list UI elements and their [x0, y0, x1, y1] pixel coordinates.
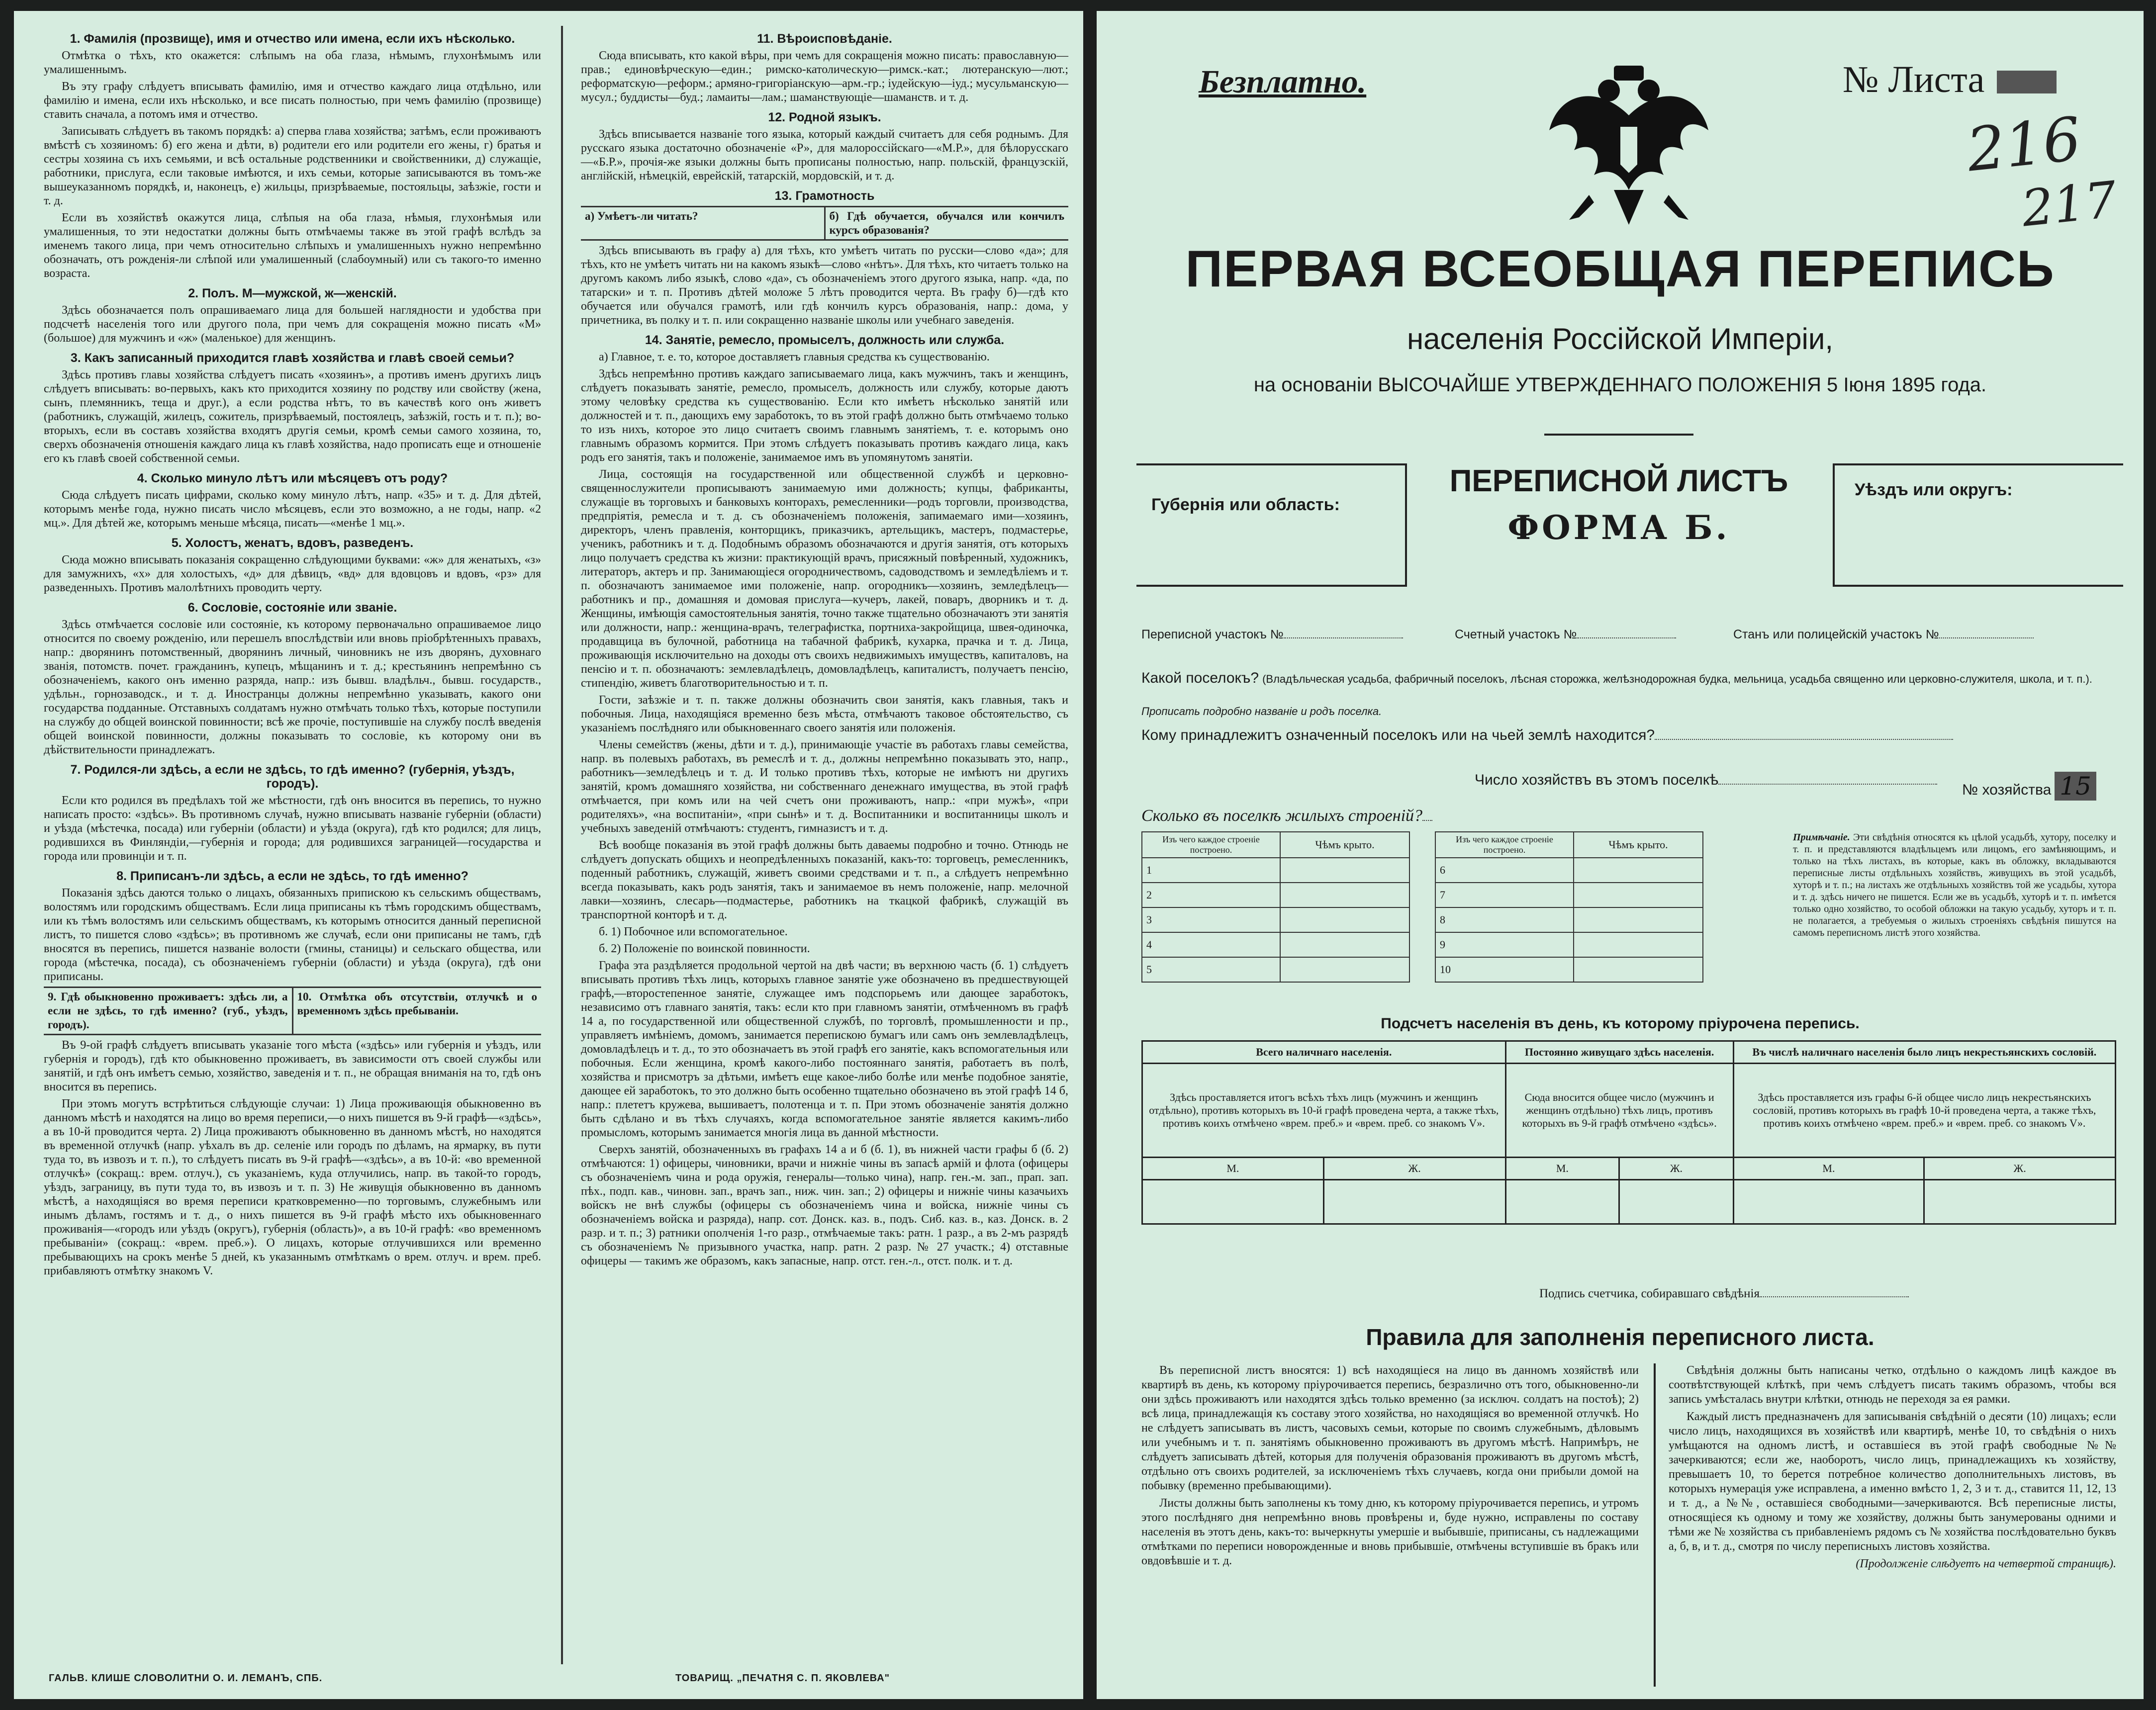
buildings-row: 9	[1435, 932, 1574, 957]
signature-field[interactable]	[1539, 1286, 1909, 1301]
province-box	[1136, 463, 1407, 587]
rules-right-column	[1669, 1363, 2116, 1574]
census-title: ПЕРВАЯ ВСЕОБЩАЯ ПЕРЕПИСЬ	[1185, 240, 2055, 298]
instruction-heading: 5. Холостъ, женатъ, вдовъ, разведенъ.	[171, 536, 414, 550]
buildings-row: 10	[1435, 957, 1574, 982]
instruction-heading: 11. Вѣроисповѣданіе.	[757, 32, 892, 46]
rules-divider	[1654, 1363, 1656, 1687]
split-heading-right: 10. Отмѣтка объ отсутствіи, отлучкѣ и о временномъ здѣсь пребываніи.	[292, 988, 542, 1034]
count-total-male-label: М.	[1142, 1158, 1324, 1180]
split-heading-left: а) Умѣетъ-ли читать?	[585, 210, 698, 222]
form-header-box	[1136, 463, 2121, 598]
count-title: Подсчетъ населенія въ день, къ которому пріурочена перепись.	[1381, 1015, 1860, 1032]
census-subtitle: населенія Россійской Имперіи,	[1406, 322, 1834, 356]
count-non-peasant-female-value[interactable]	[1924, 1180, 2116, 1224]
buildings-note	[1793, 831, 2116, 939]
instruction-paragraph: б. 1) Побочное или вспомогательное.	[599, 925, 788, 938]
instruction-paragraph: Сюда можно вписывать показанія сокращенно слѣдующими буквами: «ж» для женатыхъ, «з» для замужнихъ, «х» для холостыхъ, «д» для дѣвицъ, «вд» для вдовцовъ и вдовъ, «рз» для разведенныхъ. Противъ малолѣтнихъ проводить черту.	[44, 553, 541, 594]
instruction-paragraph: Записывать слѣдуетъ въ такомъ порядкѣ: а) сперва глава хозяйства; затѣмъ, если проживаютъ вмѣстѣ съ хозяиномъ: б) его жена и дѣти, в) родители его или родители его жены, г) братья и сестры хозяина съ ихъ семьями, и всѣ остальные родственники и свойственники, д) служащіе, работники, прислуга, если таковые имѣются, и ихъ семьи, которые записываются въ томъ-же вышеуказанномъ порядкѣ, и, наконецъ, е) жильцы, призрѣваемые, постояльцы, заѣзжіе, гости и т. д.	[44, 125, 541, 207]
count-total-male-value[interactable]	[1142, 1180, 1324, 1224]
instruction-paragraph: Сюда слѣдуетъ писать цифрами, сколько кому минуло лѣтъ, напр. «35» и т. д. Для дѣтей, которымъ менѣе года, нужно писать число мѣсяцевъ, если это возможно, а не годы, напр. «2 мц.». Для дѣтей же, которымъ меньше мѣсяца, писать—«менѣе 1 мц.».	[44, 489, 541, 530]
imperial-eagle-emblem	[1539, 56, 1718, 235]
count-permanent-female-value[interactable]	[1619, 1180, 1733, 1224]
split-heading	[581, 206, 1068, 241]
count-permanent-male-value[interactable]	[1505, 1180, 1619, 1224]
buildings-roof-header: Чѣмъ крыто.	[1574, 832, 1703, 858]
buildings-field[interactable]	[1141, 807, 1432, 825]
buildings-note-text: Эти свѣдѣнія относятся къ цѣлой усадьбѣ, хутору, поселку и т. п. и представляются владѣльцемъ или лицомъ, его замѣняющимъ, и только на тѣхъ листахъ, въ которые, какъ въ обложку, вкладываются переписные листы отдѣльныхъ хозяйствъ, живущихъ въ этой усадьбѣ, хуторѣ и т. п.; на листахъ же отдѣльныхъ хозяйствъ той же усадьбы, хутора и т. д. здѣсь ничего не пишется. Если же въ усадьбѣ, хуторѣ и т. п. имѣется только одно хозяйство, то особой обложки на такую усадьбу, хуторъ и т. п. не полагается, а требуемыя о жилыхъ строеніяхъ свѣдѣнія пишутся на самомъ переписномъ листѣ этого хозяйства.	[1793, 832, 2117, 938]
instruction-paragraph: Члены семействъ (жены, дѣти и т. д.), принимающіе участіе въ работахъ главы семейства, напр. въ полевыхъ работахъ, въ ремеслѣ и т. д., должны непремѣнно показывать это, напр., работникъ—земледѣлецъ и т. д. И только противъ тѣхъ, которые не имѣютъ ни другихъ занятій, кромъ домашняго хозяйства, ни собственнаго денежнаго имущества, въ этой графѣ отмѣчается, при комъ или на чей счетъ они проживаютъ, напр.: «при мужѣ», «при родителяхъ», «на воспитаніи», «при сынѣ» и т. д. Воспитанники и воспитанницы школъ и учебныхъ заведеній отмѣчаютъ: студентъ, гимназистъ и т. д.	[581, 738, 1068, 835]
buildings-row: 8	[1435, 907, 1574, 932]
buildings-table-left	[1141, 831, 1410, 983]
rule-paragraph: Въ переписной листъ вносятся: 1) всѣ находящіеся на лицо въ данномъ хозяйствѣ или квартирѣ въ день, къ которому пріурочивается перепись, безразлично отъ того, обыкновенно-ли они здѣсь проживаютъ или находятся здѣсь только временно (за исключ. солдатъ на постоѣ); 2) всѣ лица, принадлежащія къ составу этого хозяйства, но находящіяся во временной отлучкѣ. Но не слѣдуетъ записывать въ листъ, часовыхъ семьи, которые по своимъ служебнымъ, дѣловымъ или учебнымъ и т. п. занятіямъ обыкновенно проживаютъ въ другомъ мѣстѣ. Напримѣръ, не слѣдуетъ записывать дѣтей, которыя для полученія образованія проживаютъ въ другомъ мѣстѣ, отдѣльно отъ своихъ родителей, за исключеніемъ тѣхъ случаевъ, когда они прибыли домой на побывку (временно пребывающими).	[1141, 1364, 1639, 1492]
owner-field[interactable]	[1141, 727, 2116, 744]
instruction-heading: 8. Приписанъ-ли здѣсь, а если не здѣсь, то гдѣ именно?	[116, 869, 469, 883]
rules-title: Правила для заполненія переписного листа.	[1366, 1324, 1875, 1350]
instruction-paragraph: Здѣсь противъ главы хозяйства слѣдуетъ писать «хозяинъ», а противъ именъ другихъ лицъ слѣдуетъ вписывать: во-первыхъ, какъ кто приходится хозяину по родству или свойству (жена, сынъ, племянникъ, теща и друг.), а если родства нѣтъ, то въ качествѣ кого онъ живетъ (работникъ, служащій, жилецъ, сожитель, призрѣваемый, постоялецъ, заѣзжій, гость и т. п.); во-вторыхъ, если въ составъ хозяйства входятъ другія семьи, кромѣ семьи самого хозяина, то, сверхъ обозначенія отношенія каждаго лица къ главѣ хозяйства, надо прописать еще и отношеніе его къ главѣ своей собственной семьи.	[44, 368, 541, 465]
buildings-row: 3	[1142, 907, 1280, 932]
instruction-paragraph: Показанія здѣсь даются только о лицахъ, обязанныхъ припискою къ сельскимъ обществамъ, волостямъ или городскимъ обществамъ. Если лица приписаны къ тѣмъ городскимъ обществамъ, или къ тѣмъ волостямъ или сельскимъ обществамъ, къ которымъ относится данный переписной листъ, то пишется слово «здѣсь»; въ противномъ же случаѣ, если они приписаны не тамъ, гдѣ вносятся въ перепись, пишется названіе волости (гмины, станицы) и сельскаго общества, или города (мѣстечка, посада), съ обозначеніемъ губерніи (области) и уѣзда (округа), гдѣ они приписаны.	[44, 887, 541, 983]
sheet-number-label: № Листа	[1843, 59, 1985, 100]
police-district-field[interactable]	[1733, 628, 2034, 642]
buildings-row: 2	[1142, 883, 1280, 907]
buildings-row: 1	[1142, 858, 1280, 883]
population-count-table	[1141, 1040, 2116, 1225]
instruction-paragraph: Всѣ вообще показанія въ этой графѣ должны быть даваемы подробно и точно. Отнюдь не слѣдуетъ допускать общихъ и неопредѣленныхъ показаній, какъ-то: торговецъ, ремесленникъ, поденный работникъ, служащій, живетъ своими средствами и т. п., а слѣдуетъ непремѣнно всегда показывать, какъ родъ занятія, такъ и занимаемое въ немъ положеніе, напр. мелочной лавки—хозяинъ, слесарь—подмастерье, работникъ на ткацкой фабрикѣ, служащій въ транспортной конторѣ и т. д.	[581, 839, 1068, 921]
province-label: Губернія или область:	[1151, 495, 1340, 514]
instruction-paragraph: Здѣсь вписывается названіе того языка, который каждый считаетъ для себя роднымъ. Для русскаго языка достаточно обозначеніе «Р», для малороссійскаго—«М.Р.», для бѣлорусскаго—«Б.Р.», прочія-же языки должны быть прописаны полностью, напр. польскій, французскій, англійскій, нѣмецкій, еврейскій, татарскій, мордовскій, и т. д.	[581, 128, 1068, 182]
buildings-label: Сколько въ поселкѣ жилыхъ строеній?	[1141, 807, 1423, 825]
census-area-label: Переписной участокъ №	[1141, 628, 1284, 641]
instruction-heading: 1. Фамилія (прозвище), имя и отчество или имена, если ихъ нѣсколько.	[70, 32, 515, 46]
instruction-heading: 4. Сколько минуло лѣтъ или мѣсяцевъ отъ роду?	[137, 471, 448, 485]
buildings-table-right	[1435, 831, 1703, 983]
free-label: Безплатно.	[1199, 64, 1367, 100]
split-heading-right: б) Гдѣ обучается, обучался или кончилъ курсъ образованія?	[824, 207, 1069, 239]
buildings-material-header: Изъ чего каждое строеніе построено.	[1142, 832, 1280, 858]
count-total-female-value[interactable]	[1323, 1180, 1505, 1224]
handwritten-sheet-number: 216	[1964, 104, 2084, 185]
instruction-paragraph: Здѣсь непремѣнно противъ каждаго записываемаго лица, какъ мужчинъ, такъ и женщинъ, слѣдуетъ показывать занятіе, ремесло, промыселъ, должность или службу, которые даютъ этому человѣку средства къ существованію. Если кто имѣетъ нѣсколько занятій или должностей и т. п., дающихъ ему заработокъ, то въ этой графѣ должно быть отмѣчаемо только то изъ нихъ, которое это лицо считаетъ своимъ главнымъ занятіемъ, т. е. которымъ оно главнымъ образомъ кормится. При этомъ слѣдуетъ показывать противъ каждаго лица, какъ родъ его занятія, такъ и положеніе, занимаемое имъ въ упомянутомъ занятіи.	[581, 367, 1068, 464]
instruction-paragraph: Отмѣтка о тѣхъ, кто окажется: слѣпымъ на оба глаза, нѣмымъ, глухонѣмымъ или умалишеннымъ.	[44, 49, 541, 76]
instruction-heading: 12. Родной языкъ.	[768, 110, 881, 124]
district-box	[1833, 463, 2123, 587]
instruction-heading: 6. Сословіе, состояніе или званіе.	[187, 601, 397, 615]
buildings-roof-header: Чѣмъ крыто.	[1280, 832, 1409, 858]
split-heading-left: 9. Гдѣ обыкновенно проживаетъ: здѣсь ли, а если не здѣсь, то гдѣ именно? (губ., уѣздъ, городъ).	[48, 990, 288, 1031]
left-page	[14, 11, 1083, 1699]
instruction-paragraph: Здѣсь отмѣчается сословіе или состояніе, къ которому первоначально опрашиваемое лицо относится по своему рожденію, или перешелъ впослѣдствіи или вновь пріобрѣтенныхъ правахъ, напр.: дворянинъ потомственный, дворянинъ личный, чиновникъ не изъ дворянъ, духовнаго званія, потомств. почет. гражданинъ, купецъ, мѣщанинъ и т. д.; крестьянинъ непремѣнно съ обозначеніемъ, какого онъ именно разряда, напр.: изъ бывш. владѣльч., бывш. государств., удѣльн., горнозаводск., и т. д. Иностранцы должны непремѣнно указывать, какого они государства подданные. Отставныхъ солдатамъ нужно отмѣчать только тѣхъ, которые поступили на службу до общей воинской повинности; всѣ же прочіе, поступившіе на службу послѣ введенія общей воинской повинности, должны показывать то сословіе, къ которому они въ дѣйствительности принадлежатъ.	[44, 618, 541, 756]
household-number-label: № хозяйства	[1962, 782, 2052, 798]
buildings-row: 4	[1142, 932, 1280, 957]
continued-note: (Продолженіе слѣдуетъ на четвертой страницѣ).	[1856, 1557, 2116, 1570]
settlement-hint: (Владѣльческая усадьба, фабричный поселокъ, лѣсная сторожка, желѣзнодорожная будка, мельница, усадьба священно или церковно-служителя, школа, и т. п.).	[1262, 673, 2092, 685]
count-header-total: Всего наличнаго населенія.	[1142, 1041, 1506, 1064]
instruction-paragraph: Лица, состоящія на государственной или общественной службѣ и церковно-священнослужители прописываютъ занимаемую ими должность; купцы, фабриканты, служащіе въ торговыхъ и банковыхъ конторахъ, ремесленники—родъ торговли, производства, предпріятія, ремесла и т. д. съ обозначеніемъ положенія, запимаемаго ими—хозяинъ, директоръ, членъ правленія, конторщикъ, приказчикъ, артельщикъ, мастеръ, подмастерье, ученикъ, работникъ и т. д. Подобнымъ образомъ обозначаются и другія занятія, отъ которыхъ лицо получаетъ средства къ жизни: практикующій врачъ, присяжный повѣренный, художникъ, литераторъ, актеръ и пр. Занимающіеся огородничествомъ, садоводствомъ и земледѣліемъ и т. п. обозначаютъ занимаемое ими положеніе, напр. огородникъ—хозяинъ, земледѣлецъ—работникъ и пр., домашняя и домовая прислуга—кучеръ, лакей, поваръ, дворникъ и т. д. Женщины, имѣющія самостоятельныя занятія, точно также тщательно обозначаютъ эти занятія или должности, напр.: женщина-врачъ, телеграфистка, портниха-закройщица, швея-одиночка, продавщица въ булочной, работница на табачной фабрикѣ, кухарка, прачка и т. д. Лица, проживающія исключительно на доходы отъ своихъ недвижимыхъ имуществъ, капиталовъ, на пенсію и т. п. обозначаютъ: землевладѣлецъ, домовладѣлецъ, капиталистъ, получаетъ пенсію, стипендію, живетъ благотворительностью и т. п.	[581, 468, 1068, 690]
buildings-row: 7	[1435, 883, 1574, 907]
count-non-peasant-male-value[interactable]	[1733, 1180, 1924, 1224]
title-divider	[1544, 434, 1693, 436]
rule-paragraph: Листы должны быть заполнены къ тому дню, къ которому пріурочивается перепись, и утромъ этого послѣдняго дня непремѣнно вновь провѣрены и, буде нужно, исправлены по составу населенія въ этотъ день, какъ-то: вычеркнуты умершіе и выбывшіе, приписаны, съ надлежащими отмѣтками по переписи новорожденные и вновь прибывшіе, отмѣчены вступившіе въ бракъ или овдовѣвшіе и т. д.	[1141, 1497, 1639, 1567]
instruction-paragraph: При этомъ могутъ встрѣтиться слѣдующіе случаи: 1) Лица проживающія обыкновенно въ данномъ мѣстѣ и находятся на лицо во время переписи,—о нихъ пишется въ 9-й графѣ—«здѣсь», а въ 10-й проводится черта. 2) Лица проживаютъ обыкновенно въ данномъ мѣстѣ, но находятся въ временной отлучкѣ (напр. уѣхалъ въ др. селеніе или городъ по дѣламъ, на ярмарку, въ пути туда то, въ извозъ и т. п.), то слѣдуетъ писать въ 9-й графѣ—«здѣсь», а въ 10-й: «во временной отлучкѣ» (сокращ.: врем. отлуч.), съ указаніемъ, куда отлучились, напр. въ такой-то городъ, уѣздъ, заграницу, въ пути туда то, въ извозъ и т. п. 3) Не живущія обыкновенно въ данномъ мѣстѣ, а находящіяся во время переписи кратковременно—по торговымъ, служебнымъ или инымъ дѣламъ, гостямъ и т. д., о нихъ пишется въ 9-й графѣ мѣсто ихъ обыкновеннаго проживанія—«городъ или уѣздъ (округъ), губернія (область)», а въ 10-й графѣ: «во временномъ пребываніи» (сокращ.: «врем. преб.»). О лицахъ, которые отлучившихся или временно пребывающихъ на срокъ менѣе 5 дней, къ указаннымъ отмѣткамъ о врем. отлуч. и врем. преб. прибавляютъ отмѣтку знакомъ V.	[44, 1097, 541, 1277]
police-district-label: Станъ или полицейскій участокъ №	[1733, 628, 1939, 641]
instructions-column-1	[44, 26, 541, 1281]
count-permanent-male-label: М.	[1505, 1158, 1619, 1180]
instruction-paragraph: Графа эта раздѣляется продольной чертой на двѣ части; въ верхнюю часть (б. 1) слѣдуетъ вписывать противъ тѣхъ лицъ, которыхъ главное занятіе уже обозначено въ предшествующей графѣ,—второстепенное занятіе, служащее имъ подспорьемъ или дающее заработокъ, независимо отъ главнаго занятія, такъ: если кто при главномъ занятіи, отмѣченномъ въ графѣ 14 а, по государственной или общественной службѣ, по торговлѣ, промышленности и пр., управляетъ имѣніемъ, домомъ, занимается перепискою бумагъ или самъ онъ землевладѣлецъ, домовладѣлецъ и т. д., то это обозначаетъ въ этой графѣ его занятіе, какъ вспомогательныя или побочныя. Если женщина, кромѣ какого-либо постояннаго занятія, работаетъ въ полѣ, хозяйства и присмотръ за дѣтьми, имѣетъ еще какое-либо болѣе или менѣе подобное занятіе, дающее ей заработокъ, то это должно быть особенно тщательно обозначено въ этой графѣ 14 б, напр.: плететъ кружева, вышиваетъ, полотенца и т. п. При этомъ обозначеніе занятія должно быть сдѣлано и въ тѣхъ случаяхъ, когда вспомогательное занятіе является какимъ-либо промысломъ, которымъ занимается многія лица въ данной мѣстности.	[581, 959, 1068, 1139]
count-non-peasant-male-label: М.	[1733, 1158, 1924, 1180]
instruction-heading: 3. Какъ записанный приходится главѣ хозяйства и главѣ своей семьи?	[70, 351, 515, 365]
count-desc-total: Здѣсь проставляется итогъ всѣхъ тѣхъ лицъ (мужчинъ и женщинъ отдѣльно), противъ которыхъ въ 10-й графѣ проведена черта, а также тѣхъ, противъ коихъ отмѣчено «врем. преб.» и «врем. преб. со знакомъ V».	[1142, 1064, 1506, 1158]
instruction-paragraph: Сюда вписывать, кто какой вѣры, при чемъ для сокращенія можно писать: православную—прав.; единовѣрческую—един.; римско-католическую—римск.-кат.; лютеранскую—лют.; реформатскую—реформ.; армяно-григоріанскую—арм.-гр.; іудейскую—іуд.; мусульманскую—мусул.; буддисты—буд.; ламаиты—лам.; шаманствующіе—шаманств. и т. д.	[581, 49, 1068, 104]
instruction-paragraph: Здѣсь вписывають въ графу а) для тѣхъ, кто умѣетъ читать по русски—слово «да»; для тѣхъ, кто не умѣетъ читать ни на какомъ языкѣ—слово «нѣтъ». Для тѣхъ, кто читаетъ только на другомъ какомъ либо языкѣ, слово «да», съ обозначеніемъ этого другого языка, напр. «да, по татарски» и т. п. Противъ дѣтей моложе 5 лѣтъ проводится черта. Въ графу б)—гдѣ кто обучается или обучался грамотѣ, или гдѣ кончилъ курсъ образованія, напр.: дома, у причетника, въ полку и т. п. или сокращенно названіе школы или учебнаго заведенія.	[581, 244, 1068, 327]
instruction-heading: 7. Родился-ли здѣсь, а если не здѣсь, то гдѣ именно? (губернія, уѣздъ, городъ).	[70, 763, 515, 791]
instruction-paragraph: Въ эту графу слѣдуетъ вписывать фамилію, имя и отчество каждаго лица отдѣльно, или фамилію и имена, если ихъ нѣсколько, и все писать полностью, при чемъ фамилію (прозвище) ставить сначала, а потомъ имя и отчество.	[44, 80, 541, 121]
split-heading	[44, 987, 541, 1035]
count-total-female-label: Ж.	[1323, 1158, 1505, 1180]
count-header-non-peasant: Въ числѣ наличнаго населенія было лицъ некрестьянскихъ сословій.	[1733, 1041, 2115, 1064]
households-field[interactable]	[1475, 772, 1937, 789]
printer-footer-right: ТОВАРИЩ. „ПЕЧАТНЯ С. П. ЯКОВЛЕВА"	[675, 1673, 890, 1684]
settlement-label: Какой поселокъ?	[1141, 670, 1259, 686]
count-non-peasant-female-label: Ж.	[1924, 1158, 2116, 1180]
buildings-row: 5	[1142, 957, 1280, 982]
instruction-paragraph: а) Главное, т. е. то, которое доставляетъ главныя средства къ существованію.	[599, 351, 990, 363]
district-label: Уѣздъ или округъ:	[1855, 480, 2013, 499]
count-desc-non-peasant: Здѣсь проставляется изъ графы 6-й общее число лицъ некрестьянскихъ сословій, противъ которыхъ въ графѣ 10-й проведена черта, а также тѣхъ, противъ коихъ отмѣчено «врем. преб.» и «врем. преб. со знакомъ V».	[1733, 1064, 2115, 1158]
owner-label: Кому принадлежитъ означенный поселокъ или на чьей землѣ находится?	[1141, 727, 1655, 743]
column-divider	[561, 26, 563, 1664]
handwritten-sheet-number-corrected: 217	[2019, 170, 2120, 238]
signature-label: Подпись счетчика, собиравшаго свѣдѣнія	[1539, 1287, 1760, 1300]
households-label: Число хозяйствъ въ этомъ поселкѣ	[1475, 772, 1719, 788]
count-desc-permanent: Сюда вносится общее число (мужчинъ и женщинъ отдѣльно) тѣхъ лицъ, противъ которыхъ въ 9-й графѣ отмѣчено «здѣсь».	[1505, 1064, 1733, 1158]
settlement-field[interactable]	[1141, 662, 2116, 727]
instruction-paragraph: Сверхъ занятій, обозначенныхъ въ графахъ 14 а и б (б. 1), въ нижней части графы б (б. 2) отмѣчаются: 1) офицеры, чиновники, врачи и нижніе чины въ запасѣ армій и флота (офицеры съ обозначеніемъ чина и рода оружія, генералы—только чина), напр. ген.-м. зап., прап. зап. пѣх., подп. кав., чиновн. зап., врачъ зап., ниж. чин. зап.; 2) офицеры и нижніе чины казачьихъ войскъ не внѣ службы (офицеры съ обозначеніемъ чина и войска, нижніе чины съ обозначеніемъ войска и разряда), напр. сот. Донск. каз. в., подъ. Сиб. каз. в., каз. Донск. в. 2 разр. и т. п.; 3) ратники ополченія 1-го разр., отмѣчаемые такъ: ратн. 1 разр., а въ 2-мъ разрядѣ съ обозначеніемъ № призывного участка, напр. ратн. 2 разр. № 27 участк.; 4) отставные офицеры — такимъ же образомъ, какъ запасные, напр. отст. ген.-л., отст. полк. и т. д.	[581, 1143, 1068, 1267]
instruction-heading: 14. Занятіе, ремесло, промыселъ, должность или служба.	[645, 333, 1005, 347]
buildings-material-header: Изъ чего каждое строеніе построено.	[1435, 832, 1574, 858]
rule-paragraph: Каждый листъ предназначенъ для записыванія свѣдѣній о десяти (10) лицахъ; если число лицъ, находящихся въ хозяйствѣ или квартирѣ, менѣе 10, то свѣдѣнія о нихъ умѣщаются на одномъ листѣ, и оставшіеся въ этой графѣ свободные №№ зачеркиваются; если же, наоборотъ, число лицъ, принадлежащихъ къ хозяйству, превышаетъ 10, то берется потребное количество дополнительныхъ листовъ, въ которыхъ нумерація уже исправлена, а именно вмѣсто 1, 2, 3 и т. д., ставится 11, 12, 13 и т. д., а №№, оставшіеся свободными—зачеркиваются. Всѣ переписные листы, относящіеся къ одному и тому же хозяйству, должны быть занумерованы одними и тѣми же № хозяйства съ прибавленіемъ рядомъ съ № хозяйства послѣдовательно буквъ а, б, в, и т. д., смотря по числу переписныхъ листовъ хозяйства.	[1669, 1410, 2116, 1553]
instructions-column-2	[581, 26, 1068, 1271]
buildings-note-title: Примѣчаніе.	[1793, 832, 1850, 843]
count-header-permanent: Постоянно живущаго здѣсь населенія.	[1505, 1041, 1733, 1064]
sheet-title: ПЕРЕПИСНОЙ ЛИСТЪ	[1449, 464, 1788, 498]
count-permanent-female-label: Ж.	[1619, 1158, 1733, 1180]
instruction-paragraph: Гости, заѣзжіе и т. п. также должны обозначить свои занятія, какъ главныя, такъ и побочныя. Лица, находящіяся временно безъ мѣста, отмѣчаютъ таковое обстоятельство, съ указаніемъ послѣдняго или обыкновеннаго своего занятія или положенія.	[581, 694, 1068, 734]
instruction-paragraph: Въ 9-ой графѣ слѣдуетъ вписывать указаніе того мѣста («здѣсь» или губернія и уѣздъ, или губернія и городъ), гдѣ кто обыкновенно проживаетъ, въ зависимости отъ своей службы или занятій, и гдѣ онъ имѣетъ семью, хозяйство, заведенія и т. п., не обращая вниманія на то, гдѣ онъ вносится въ перепись.	[44, 1039, 541, 1093]
right-page	[1097, 11, 2144, 1699]
settlement-hint-detail: Прописать подробно названіе и родъ поселка.	[1141, 705, 1382, 718]
instruction-paragraph: Здѣсь обозначается полъ опрашиваемаго лица для большей наглядности и удобства при подсчетѣ населенія того или другого пола, при чемъ для сокращенія можно писать «М» (большое) для мужчинъ и «ж» (маленькое) для женщинъ.	[44, 304, 541, 345]
sheet-number-stamp	[1997, 71, 2057, 93]
instruction-paragraph: Если кто родился въ предѣлахъ той же мѣстности, гдѣ онъ вносится въ перепись, то нужно написать просто: «здѣсь». Въ противномъ случаѣ, нужно вписывать названіе губерніи (области) и уѣзда (мѣстечка, посада) или губерніи (области) и уѣзда (округа), гдѣ кто родился; для лицъ, родившихся въ Финляндіи,—губернія и города; для родившихся заграницей—государства и города или провинціи и т. п.	[44, 794, 541, 863]
census-basis: на основаніи ВЫСОЧАЙШЕ УТВЕРЖДЕННАГО ПОЛОЖЕНІЯ 5 Іюня 1895 года.	[1253, 374, 1987, 396]
instruction-heading: 2. Полъ. М—мужской, ж—женскій.	[188, 286, 397, 300]
instruction-paragraph: Если въ хозяйствѣ окажутся лица, слѣпыя на оба глаза, нѣмыя, глухонѣмыя или умалишенныя, то эти недостатки должны быть отмѣчаемы также въ этой графѣ вслѣдъ за именемъ такого лица, при чемъ относительно слѣпыхъ и умалишенныхъ нужно непремѣнно обозначать, отъ рожденія-ли слѣпой или умалишенный (слабоумный) или съ такого-то именно возраста.	[44, 211, 541, 280]
census-area-field[interactable]	[1141, 628, 1403, 642]
printer-footer-left: ГАЛЬВ. КЛИШЕ СЛОВОЛИТНИ О. И. ЛЕМАНЪ, СПБ.	[49, 1673, 323, 1684]
instruction-heading: 13. Грамотность	[774, 189, 875, 203]
household-number-field[interactable]	[1962, 772, 2096, 801]
buildings-row: 6	[1435, 858, 1574, 883]
rules-left-column	[1141, 1363, 1639, 1571]
counting-area-field[interactable]	[1455, 628, 1676, 642]
form-label: ФОРМА Б.	[1507, 508, 1730, 547]
counting-area-label: Счетный участокъ №	[1455, 628, 1577, 641]
rule-paragraph: Свѣдѣнія должны быть написаны четко, отдѣльно о каждомъ лицѣ каждое въ соотвѣтствующей клѣткѣ, при чемъ слѣдуетъ писать такимъ образомъ, чтобы вся запись умѣсталась внутри клѣтки, отнюдь не переходя за ея рамки.	[1669, 1364, 2116, 1406]
instruction-paragraph: б. 2) Положеніе по воинской повинности.	[599, 942, 810, 955]
household-number-value: 15	[2055, 772, 2096, 801]
